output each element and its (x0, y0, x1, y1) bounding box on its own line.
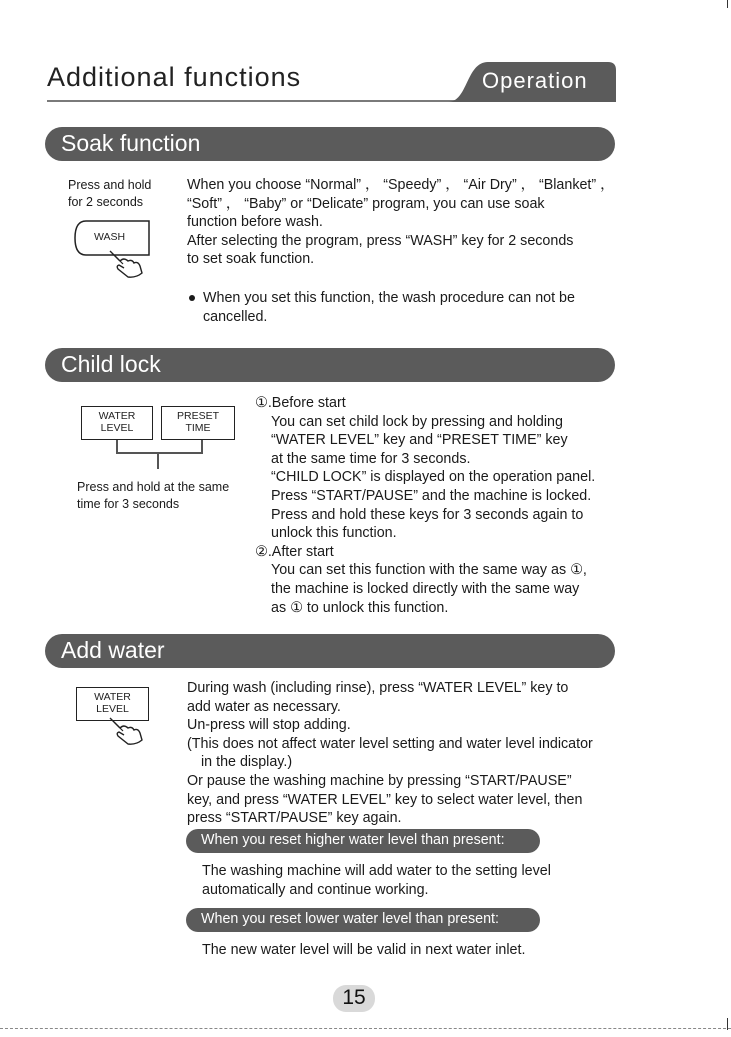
water-level-key (81, 406, 153, 440)
wash-key-label: WASH (94, 231, 126, 243)
addwater-key-line: LEVEL (96, 703, 129, 715)
press-hand-icon (106, 714, 146, 746)
soak-line: After selecting the program, press “WASH” key for 2 seconds (187, 232, 574, 249)
soak-bullet-line: When you set this function, the wash procedure can not be (203, 290, 575, 306)
addwater-line: (This does not affect water level setting and water level indicator (187, 735, 593, 752)
childlock-caption (77, 479, 229, 513)
higher-level-line: The washing machine will add water to the setting level (202, 863, 551, 879)
childlock-step-heading: ②.After start (255, 543, 334, 560)
operation-tab-label: Operation (482, 68, 588, 93)
soak-bullet-text (203, 289, 623, 326)
lower-level-line: The new water level will be valid in next water inlet. (202, 942, 526, 958)
addwater-line: in the display.) (201, 754, 293, 771)
addwater-line: During wash (including rinse), press “WATER LEVEL” key to (187, 680, 569, 696)
childlock-line: Press “START/PAUSE” and the machine is locked. (271, 487, 592, 504)
higher-level-line: automatically and continue working. (202, 881, 429, 898)
addwater-line: key, and press “WATER LEVEL” key to select water level, then (187, 791, 583, 808)
childlock-line: “WATER LEVEL” key and “PRESET TIME” key (271, 432, 568, 449)
lower-level-text (202, 941, 622, 960)
addwater-line: Or pause the washing machine by pressing “START/PAUSE” (187, 772, 572, 789)
childlock-caption-line: Press and hold at the same (77, 480, 230, 494)
key-connector-lines (110, 440, 220, 470)
soak-caption-line: Press and hold (68, 178, 152, 192)
soak-line: function before wash. (187, 214, 323, 231)
soak-bullet-line: cancelled. (203, 308, 268, 325)
press-hand-icon (106, 247, 146, 279)
childlock-caption-line: time for 3 seconds (77, 497, 180, 511)
childlock-line: You can set this function with the same way as ①, (271, 562, 587, 579)
soak-line: When you choose “Normal” ， “Speedy” ， “Air Dry” ， “Blanket” ， (187, 177, 615, 193)
soak-caption-line: for 2 seconds (68, 195, 144, 209)
addwater-text (187, 679, 632, 828)
crop-mark-top (727, 0, 728, 8)
soak-caption (68, 177, 151, 211)
soak-heading: Soak function (61, 130, 201, 156)
page-number: 15 (342, 986, 366, 1009)
soak-line: “Soft” ， “Baby” or “Delicate” program, you can use soak (187, 195, 545, 212)
childlock-heading-bar (45, 348, 615, 382)
lower-level-label-text: When you reset lower water level than present: (201, 911, 500, 927)
addwater-key-line: WATER (94, 691, 131, 703)
childlock-line: “CHILD LOCK” is displayed on the operation panel. (271, 469, 596, 486)
higher-level-label-text: When you reset higher water level than present: (201, 832, 505, 848)
preset-time-key-line: TIME (185, 422, 211, 434)
lower-level-label (186, 908, 540, 932)
childlock-line: unlock this function. (271, 525, 397, 542)
higher-level-text (202, 862, 622, 899)
preset-time-key (161, 406, 235, 440)
water-level-key-line: WATER (98, 410, 136, 422)
preset-time-key-line: PRESET (176, 410, 219, 422)
higher-level-label (186, 829, 540, 853)
soak-heading-bar (45, 127, 615, 161)
addwater-line: add water as necessary. (187, 698, 341, 715)
childlock-line: Press and hold these keys for 3 seconds again to (271, 506, 584, 523)
soak-line: to set soak function. (187, 251, 315, 268)
addwater-line: Un-press will stop adding. (187, 717, 351, 734)
childlock-line: as ① to unlock this function. (271, 599, 449, 616)
addwater-line: press “START/PAUSE” key again. (187, 810, 402, 827)
addwater-heading: Add water (61, 637, 165, 663)
childlock-line: You can set child lock by pressing and holding (271, 413, 563, 430)
childlock-text (255, 394, 635, 617)
water-level-key-line: LEVEL (100, 422, 134, 434)
cut-line (0, 1028, 731, 1029)
childlock-line: at the same time for 3 seconds. (271, 450, 471, 467)
childlock-heading: Child lock (61, 351, 161, 377)
addwater-heading-bar (45, 634, 615, 668)
page-number-badge (333, 985, 375, 1012)
childlock-line: the machine is locked directly with the same way (271, 580, 580, 597)
soak-text (187, 176, 627, 269)
page-title: Additional functions (47, 62, 302, 92)
childlock-step-heading: ①.Before start (255, 395, 346, 411)
soak-bullet-dot (189, 295, 195, 301)
